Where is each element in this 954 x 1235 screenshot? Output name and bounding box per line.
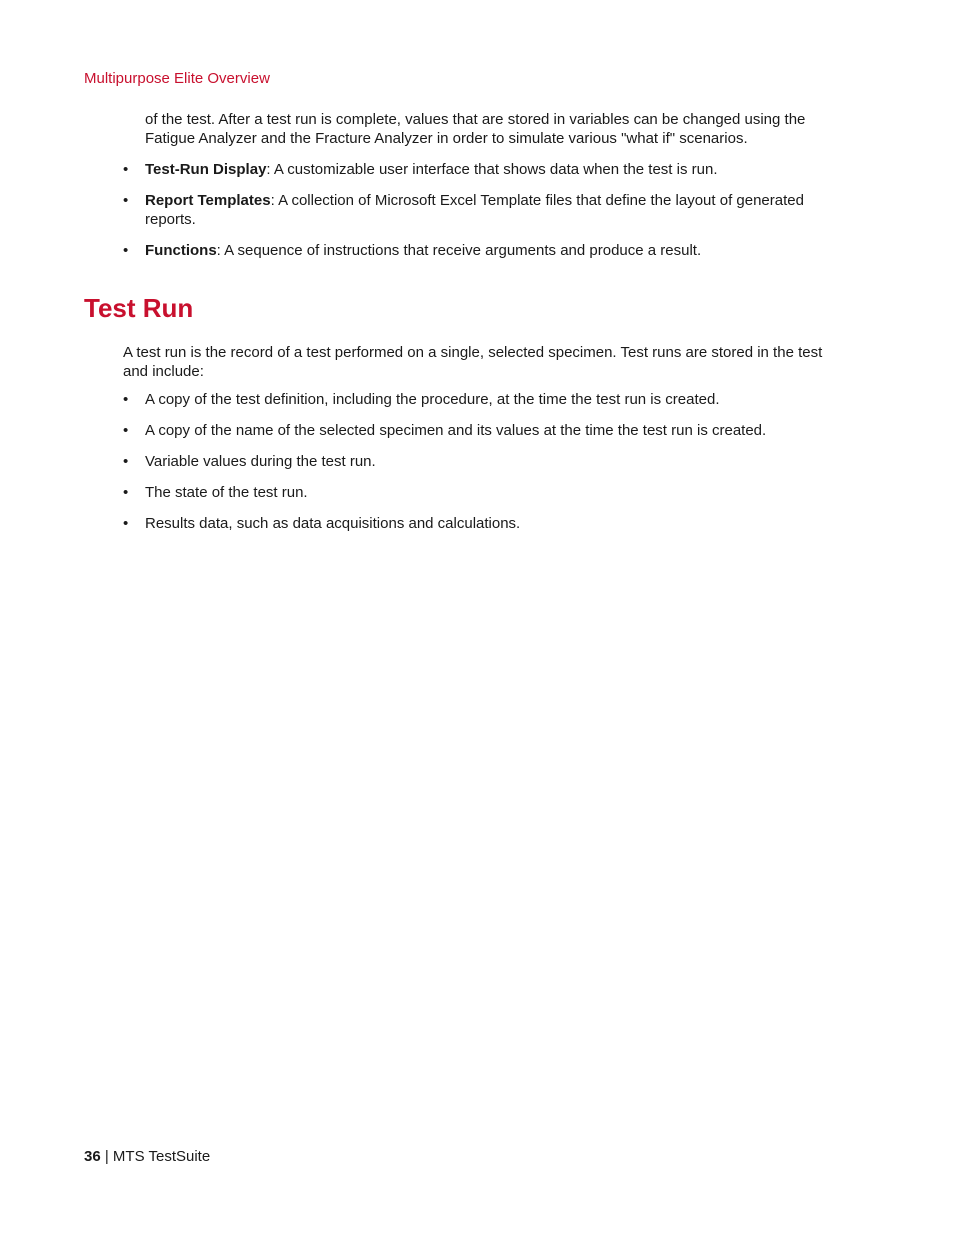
definition-text: : A collection of Microsoft Excel Template files that define the layout of generated reports. (145, 192, 804, 228)
list-item-text: Variable values during the test run. (145, 453, 376, 470)
definition-term: Functions (145, 242, 217, 259)
running-header: Multipurpose Elite Overview (84, 70, 270, 87)
continuation-paragraph: of the test. After a test run is complete, values that are stored in variables can be changed using the Fatigue Analyzer and the Fracture Analyzer in order to simulate various "what if" scenarios. (145, 111, 806, 147)
definition-text: : A customizable user interface that shows data when the test is run. (266, 161, 718, 178)
bullet-icon: • (123, 242, 129, 259)
bullet-icon: • (123, 484, 129, 501)
section-title: Test Run (84, 293, 194, 323)
footer-separator: | (100, 1148, 113, 1165)
definition-item (84, 241, 845, 260)
bullet-icon: • (123, 422, 129, 439)
definition-term: Test-Run Display (145, 161, 267, 178)
definition-item (84, 191, 845, 229)
list-item-text: Results data, such as data acquisitions and calculations. (145, 515, 521, 532)
footer-product: MTS TestSuite (112, 1148, 211, 1165)
list-item-text: A copy of the test definition, including the procedure, at the time the test run is created. (145, 391, 720, 408)
test-run-contents-list (84, 390, 864, 533)
list-item (84, 390, 845, 409)
list-item-text: A copy of the name of the selected specimen and its values at the time the test run is created. (145, 422, 767, 439)
list-item (84, 452, 845, 471)
bullet-icon: • (123, 391, 129, 408)
bullet-icon: • (123, 515, 129, 532)
definition-term: Report Templates (145, 192, 271, 209)
page-footer (84, 1148, 210, 1165)
page-number: 36 (84, 1148, 101, 1165)
list-item (84, 483, 845, 502)
section-intro: A test run is the record of a test performed on a single, selected specimen. Test runs are stored in the test and include: (123, 344, 823, 380)
bullet-icon: • (123, 453, 129, 470)
list-item-text: The state of the test run. (145, 484, 308, 501)
definition-list (84, 160, 864, 260)
page-content (84, 110, 864, 545)
list-item (84, 514, 845, 533)
bullet-icon: • (123, 161, 129, 178)
definition-item (84, 160, 845, 179)
list-item (84, 421, 845, 440)
definition-text: : A sequence of instructions that receive arguments and produce a result. (216, 242, 702, 259)
bullet-icon: • (123, 192, 129, 209)
